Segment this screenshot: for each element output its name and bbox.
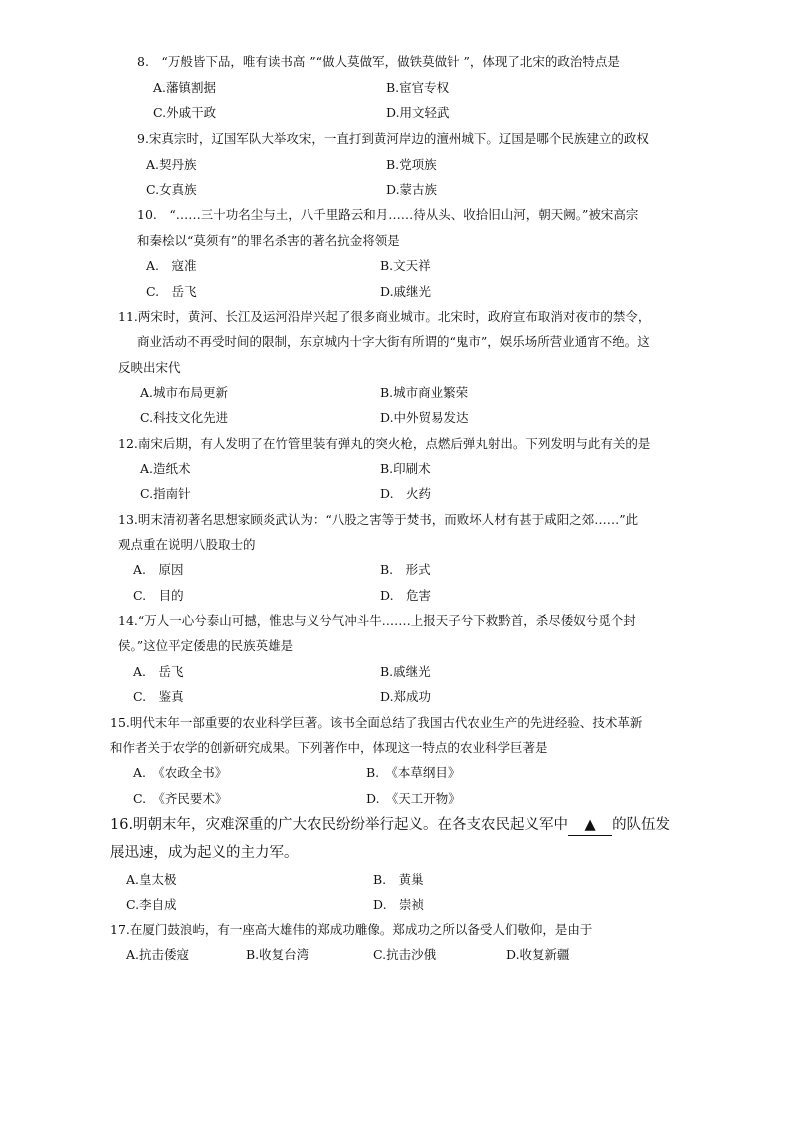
question-16-text-line2: 展迅速，成为起义的主力军。 [110,845,299,861]
q8-option-c: C.外戚干政 [153,105,217,120]
q13-option-a: A. 原因 [133,562,184,577]
q9-option-a: A.契丹族 [146,157,197,172]
q11-option-b: B.城市商业繁荣 [380,385,469,400]
question-10-text-line1: 10. “……三十功名尘与土，八千里路云和月……待从头、收拾旧山河，朝天阙。”被宋高宗 [137,207,639,222]
q9-option-b: B.党项族 [386,157,437,172]
q10-option-c: C. 岳飞 [146,284,197,299]
question-11-text-line2: 商业活动不再受时间的限制，东京城内十字大街有所谓的“鬼市”，娱乐场所营业通宵不绝。这 [137,334,650,349]
q9-option-c: C.女真族 [146,182,197,197]
q13-option-d: D. 危害 [380,588,432,603]
q8-option-a: A.藩镇割据 [153,80,217,95]
q9-option-d: D.蒙古族 [386,182,438,197]
q16-text-after-blank: 的队伍发 [612,817,671,833]
q10-option-d: D.戚继光 [380,284,432,299]
question-11-text-line1: 11.两宋时，黄河、长江及运河沿岸兴起了很多商业城市。北宋时，政府宣布取消对夜市的禁令， [118,309,651,324]
q15-option-d: D. 《天工开物》 [366,791,461,806]
q13-option-c: C. 目的 [133,588,184,603]
question-9-text: 9.宋真宗时，辽国军队大举攻宋，一直打到黄河岸边的澶州城下。辽国是哪个民族建立的政权 [137,131,649,146]
q17-option-d: D.收复新疆 [506,947,570,962]
q10-option-b: B.文天祥 [380,258,431,273]
answer-blank: ▲ [568,815,612,836]
q12-option-a: A.造纸术 [140,461,191,476]
q16-option-a: A.皇太极 [126,872,177,887]
question-16-text-line1 [110,815,670,836]
q15-option-b: B. 《本草纲目》 [366,765,461,780]
question-8-text: 8. “万般皆下品，唯有读书高 ”“做人莫做军，做铁莫做针 ”，体现了北宋的政治特点是 [137,54,620,69]
question-12-text: 12.南宋后期，有人发明了在竹管里装有弹丸的突火枪，点燃后弹丸射出。下列发明与此有关的是 [118,436,651,451]
q14-option-a: A. 岳飞 [133,664,184,679]
q11-option-c: C.科技文化先进 [140,410,229,425]
q15-option-c: C. 《齐民要术》 [133,791,228,806]
q13-option-b: B. 形式 [380,562,431,577]
q12-option-d: D. 火药 [380,486,432,501]
q14-option-b: B.戚继光 [380,664,431,679]
q17-option-c: C.抗击沙俄 [373,947,437,962]
q12-option-b: B.印刷术 [380,461,431,476]
question-14-text-line1: 14.“万人一心兮泰山可撼，惟忠与义兮气冲斗牛.……上报天子兮下救黔首，杀尽倭奴兮觅个封 [118,613,636,628]
q15-option-a: A. 《农政全书》 [133,765,228,780]
question-17-text: 17.在厦门鼓浪屿，有一座高大雄伟的郑成功雕像。郑成功之所以备受人们敬仰，是由于 [110,922,593,937]
q11-option-a: A.城市布局更新 [140,385,229,400]
q17-option-b: B.收复台湾 [246,947,310,962]
question-15-text-line2: 和作者关于农学的创新研究成果。下列著作中，体现这一特点的农业科学巨著是 [110,740,548,755]
q14-option-d: D.郑成功 [380,689,432,704]
question-10-text-line2: 和秦桧以“莫须有”的罪名杀害的著名抗金将领是 [137,233,400,248]
question-13-text-line1: 13.明末清初著名思想家顾炎武认为：“八股之害等于焚书，而败坏人材有甚于咸阳之郊……”此 [118,512,639,527]
question-13-text-line2: 观点重在说明八股取士的 [118,537,256,552]
question-14-text-line2: 侯。”这位平定倭患的民族英雄是 [118,638,294,653]
q11-option-d: D.中外贸易发达 [380,410,469,425]
q10-option-a: A. 寇准 [146,258,197,273]
q14-option-c: C. 鉴真 [133,689,184,704]
q16-option-d: D. 崇祯 [373,897,425,912]
q17-option-a: A.抗击倭寇 [126,947,190,962]
question-11-text-line3: 反映出宋代 [118,360,181,375]
q16-option-c: C.李自成 [126,897,177,912]
q8-option-b: B.宦官专权 [386,80,450,95]
q16-option-b: B. 黄巢 [373,872,424,887]
question-15-text-line1: 15.明代末年一部重要的农业科学巨著。该书全面总结了我国古代农业生产的先进经验、技术革新 [110,715,643,730]
q16-text-before-blank: 16.明朝末年，灾难深重的广大农民纷纷举行起义。在各支农民起义军中 [110,817,569,833]
q12-option-c: C.指南针 [140,486,191,501]
q8-option-d: D.用文轻武 [386,105,450,120]
